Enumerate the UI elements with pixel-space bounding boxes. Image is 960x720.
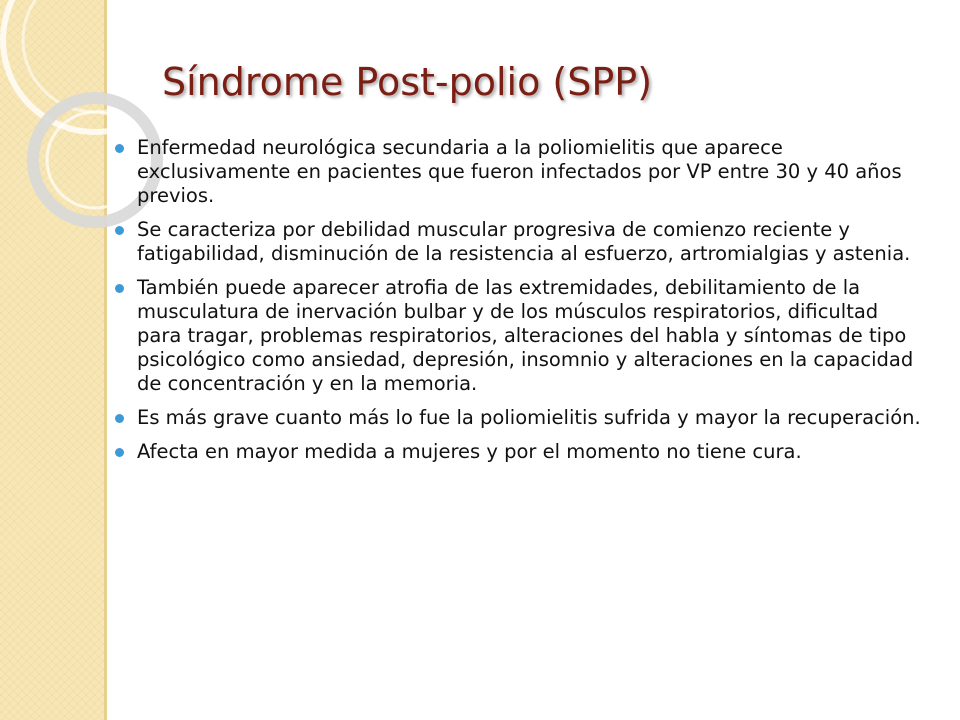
bullet-dot-icon	[115, 284, 124, 293]
list-item	[104, 136, 924, 208]
list-item	[104, 406, 924, 430]
list-item	[104, 218, 924, 266]
list-item	[104, 276, 924, 396]
bullet-list	[104, 136, 924, 474]
bullet-text: Se caracteriza por debilidad muscular progresiva de comienzo reciente y fatigabilidad, disminución de la resistencia al esfuerzo, artromialgias y astenia.	[137, 218, 911, 265]
bullet-dot-icon	[115, 448, 124, 457]
bullet-dot-icon	[115, 144, 124, 153]
list-item	[104, 440, 924, 464]
bullet-dot-icon	[115, 226, 124, 235]
bullet-text: Afecta en mayor medida a mujeres y por el momento no tiene cura.	[137, 440, 802, 463]
bullet-text: Es más grave cuanto más lo fue la poliomielitis sufrida y mayor la recuperación.	[137, 406, 921, 429]
slide-title: Síndrome Post-polio (SPP)	[162, 60, 653, 104]
bullet-text: También puede aparecer atrofia de las extremidades, debilitamiento de la musculatura de inervación bulbar y de los músculos respiratorios, dificultad para tragar, problemas respiratorios, alteraciones del habla y síntomas de tipo psicológico como ansiedad, depresión, insomnio y alteraciones en la capacidad de concentración y en la memoria.	[137, 276, 914, 395]
bullet-text: Enfermedad neurológica secundaria a la poliomielitis que aparece exclusivamente en pacientes que fueron infectados por VP entre 30 y 40 años previos.	[137, 136, 902, 207]
bullet-dot-icon	[115, 414, 124, 423]
